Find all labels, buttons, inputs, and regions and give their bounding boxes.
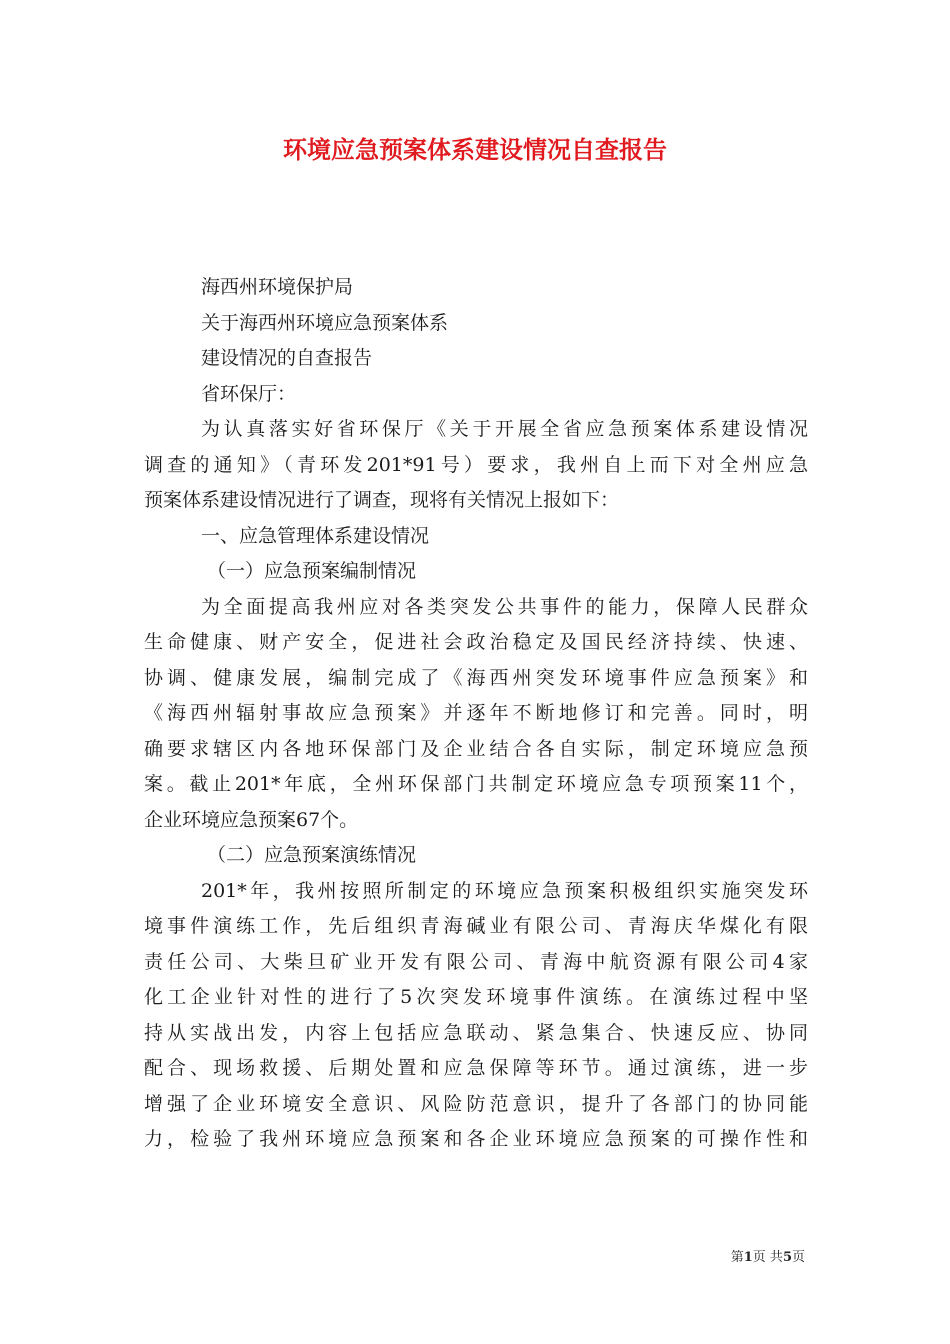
- document-title: 环境应急预案体系建设情况自查报告: [283, 135, 667, 164]
- text-line: 生命健康、财产安全，促进社会政治稳定及国民经济持续、快速、: [144, 631, 808, 653]
- text-line: 关于海西州环境应急预案体系: [201, 311, 449, 334]
- text-line: 增强了企业环境安全意识、风险防范意识，提升了各部门的协同能: [144, 1092, 808, 1115]
- footer-prefix: 第: [730, 1250, 744, 1265]
- text-line: 省环保厅：: [201, 382, 297, 405]
- text-line: 调查的通知》（青环发201*91号）要求，我州自上而下对全州应急: [144, 453, 808, 476]
- text-line: 为全面提高我州应对各类突发公共事件的能力，保障人民群众: [201, 595, 808, 618]
- text-line: 案。截止201*年底，全州环保部门共制定环境应急专项预案11个，: [144, 773, 808, 795]
- text-line: 为认真落实好省环保厅《关于开展全省应急预案体系建设情况: [201, 418, 808, 440]
- footer-total-pages: 5: [782, 1250, 792, 1265]
- footer-middle: 页 共: [752, 1250, 783, 1265]
- text-line: 协调、健康发展，编制完成了《海西州突发环境事件应急预案》和: [144, 666, 808, 689]
- footer-current-page: 1: [743, 1250, 753, 1265]
- text-line: 责任公司、大柴旦矿业开发有限公司、青海中航资源有限公司4家: [144, 950, 808, 973]
- text-line: （一）应急预案编制情况: [207, 560, 417, 582]
- text-line: 《海西州辐射事故应急预案》并逐年不断地修订和完善。同时，明: [144, 702, 808, 724]
- text-line: 建设情况的自查报告: [201, 347, 373, 369]
- text-line: （二）应急预案演练情况: [207, 844, 417, 866]
- footer-suffix: 页: [791, 1250, 805, 1265]
- text-line: 境事件演练工作，先后组织青海碱业有限公司、青海庆华煤化有限: [144, 915, 808, 937]
- text-line: 化工企业针对性的进行了5次突发环境事件演练。在演练过程中坚: [144, 986, 808, 1008]
- page-footer: [731, 1249, 805, 1267]
- text-line: 预案体系建设情况进行了调查，现将有关情况上报如下：: [144, 489, 620, 511]
- text-line: 力，检验了我州环境应急预案和各企业环境应急预案的可操作性和: [144, 1128, 808, 1150]
- text-line: 海西州环境保护局: [201, 276, 354, 298]
- text-line: 确要求辖区内各地环保部门及企业结合各自实际，制定环境应急预: [144, 737, 808, 760]
- document-body: [144, 270, 808, 1158]
- text-line: 配合、现场救援、后期处置和应急保障等环节。通过演练，进一步: [144, 1057, 808, 1079]
- text-line: 一、应急管理体系建设情况: [201, 524, 430, 547]
- text-line: 201*年，我州按照所制定的环境应急预案积极组织实施突发环: [201, 879, 808, 902]
- text-line: 持从实战出发，内容上包括应急联动、紧急集合、快速反应、协同: [144, 1021, 808, 1044]
- text-line: 企业环境应急预案67个。: [144, 808, 359, 831]
